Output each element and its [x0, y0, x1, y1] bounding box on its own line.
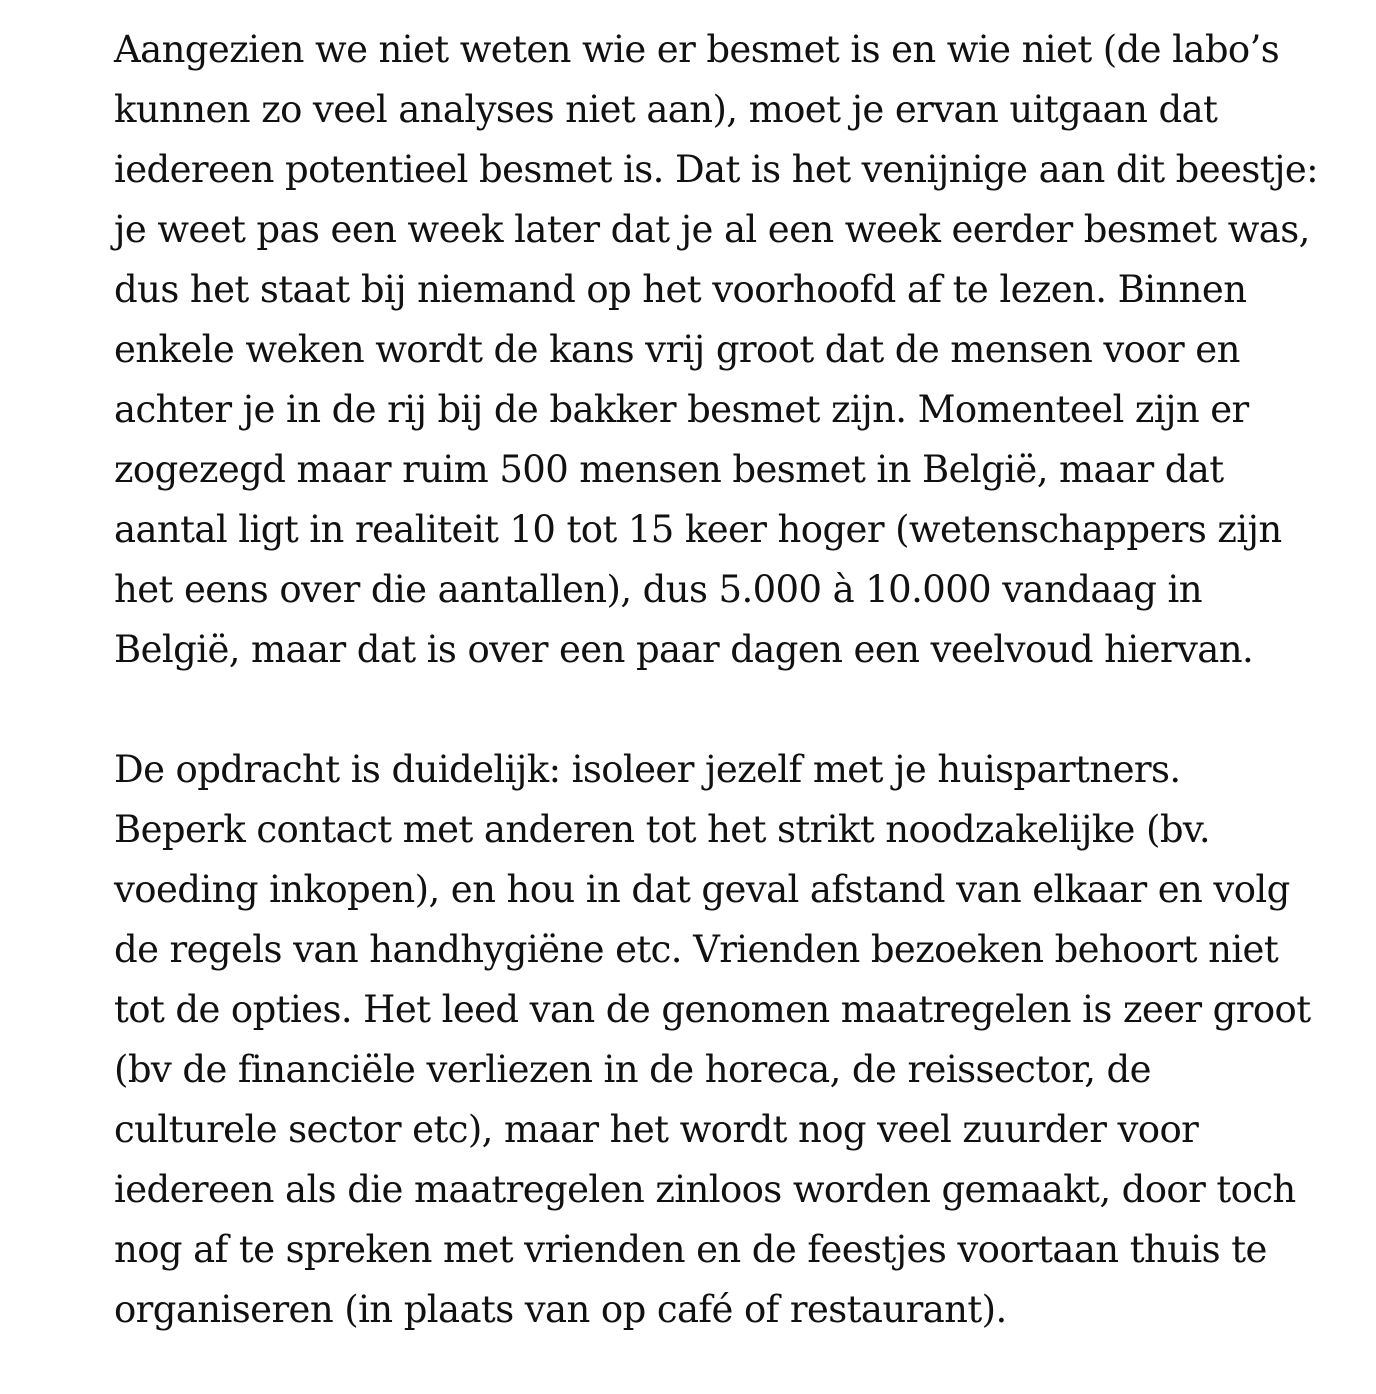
- text-line: nog af te spreken met vrienden en de feestjes voortaan thuis te: [114, 1228, 1267, 1271]
- text-line: iedereen potentieel besmet is. Dat is het venijnige aan dit beestje:: [114, 148, 1319, 191]
- paragraph-1: [114, 20, 1319, 680]
- text-line: voeding inkopen), en hou in dat geval afstand van elkaar en volg: [114, 868, 1290, 911]
- text-line: iedereen als die maatregelen zinloos worden gemaakt, door toch: [114, 1168, 1296, 1211]
- text-line: achter je in de rij bij de bakker besmet zijn. Momenteel zijn er: [114, 388, 1249, 431]
- text-line: zogezegd maar ruim 500 mensen besmet in België, maar dat: [114, 448, 1224, 491]
- text-line: Aangezien we niet weten wie er besmet is en wie niet (de labo’s: [114, 28, 1280, 71]
- text-line: organiseren (in plaats van op café of restaurant).: [114, 1288, 1007, 1331]
- text-line: (bv de financiële verliezen in de horeca, de reissector, de: [114, 1048, 1151, 1091]
- text-line: de regels van handhygiëne etc. Vrienden bezoeken behoort niet: [114, 928, 1279, 971]
- text-line: tot de opties. Het leed van de genomen maatregelen is zeer groot: [114, 988, 1311, 1031]
- text-line: aantal ligt in realiteit 10 tot 15 keer hoger (wetenschappers zijn: [114, 508, 1282, 551]
- text-line: De opdracht is duidelijk: isoleer jezelf met je huispartners.: [114, 748, 1181, 791]
- text-line: dus het staat bij niemand op het voorhoofd af te lezen. Binnen: [114, 268, 1247, 311]
- text-line: het eens over die aantallen), dus 5.000 à 10.000 vandaag in: [114, 568, 1202, 611]
- text-line: kunnen zo veel analyses niet aan), moet je ervan uitgaan dat: [114, 88, 1218, 131]
- text-line: je weet pas een week later dat je al een week eerder besmet was,: [114, 208, 1310, 251]
- article-body: [114, 20, 1319, 1340]
- text-line: culturele sector etc), maar het wordt nog veel zuurder voor: [114, 1108, 1199, 1151]
- text-line: Beperk contact met anderen tot het strikt noodzakelijke (bv.: [114, 808, 1211, 851]
- text-line: België, maar dat is over een paar dagen een veelvoud hiervan.: [114, 628, 1254, 671]
- text-line: enkele weken wordt de kans vrij groot dat de mensen voor en: [114, 328, 1240, 371]
- paragraph-2: [114, 740, 1314, 1340]
